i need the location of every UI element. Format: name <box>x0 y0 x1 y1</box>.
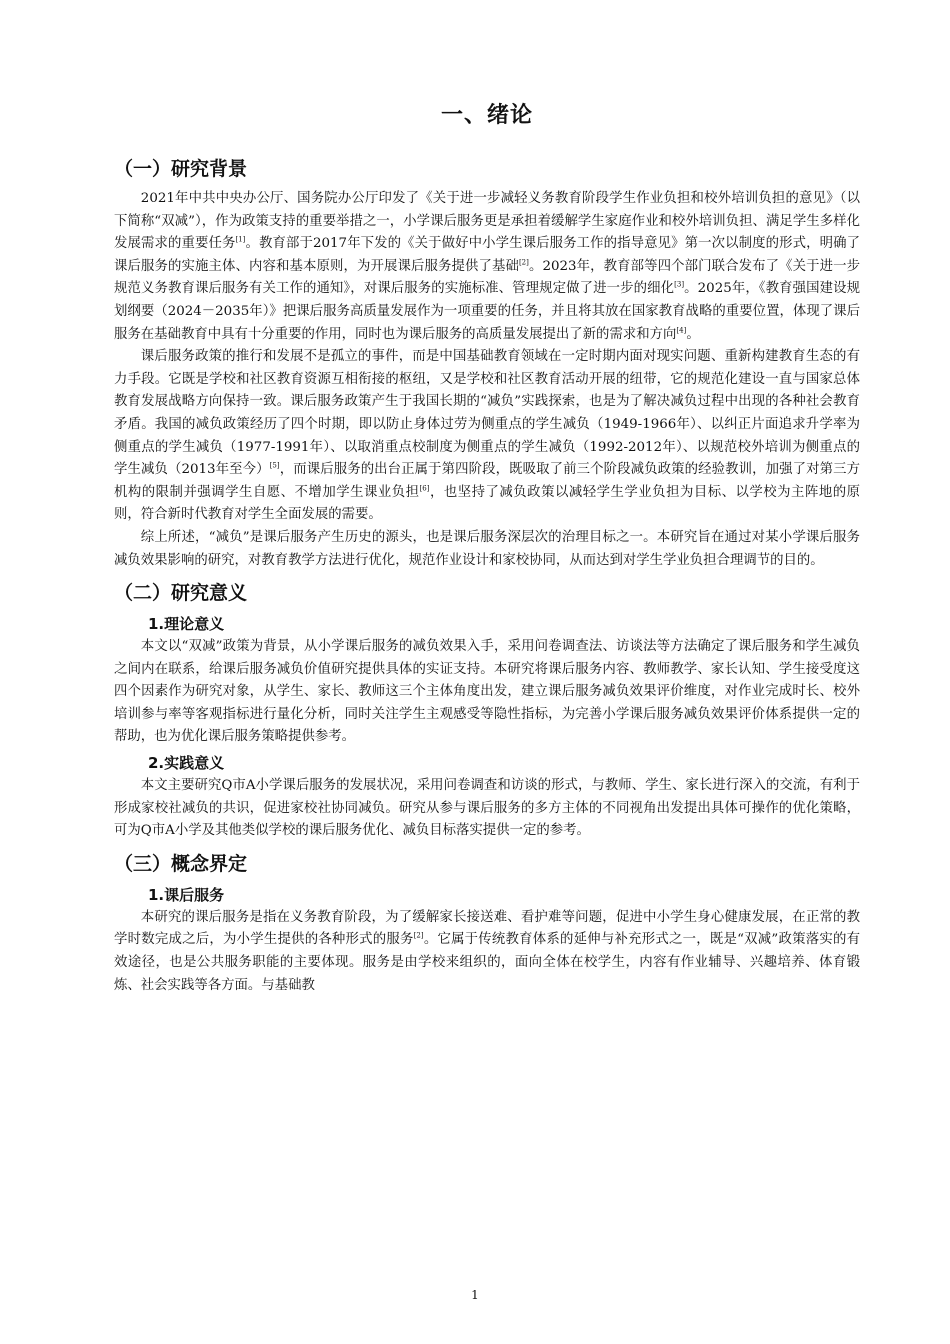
citation-ref: [2] <box>413 931 424 940</box>
citation-ref: [1] <box>235 235 246 244</box>
section-heading-background: （一）研究背景 <box>114 158 248 180</box>
paragraph-practical: 本文主要研究Q市A小学课后服务的发展状况，采用问卷调查和访谈的形式，与教师、学生、家长进行深入的交流，有利于形成家校社减负的共识，促进家校社协同减负。研究从参与课后服务的多方主体的不同视角出发提出具体可操作的优化策略，可为Q市A小学及其他类似学校的课后服务优化、减负目标落实提供一定的参考。 <box>114 778 860 839</box>
paragraph-theoretical: 本文以“双减”政策为背景，从小学课后服务的减负效果入手，采用问卷调查法、访谈法等方法确定了课后服务和学生减负之间内在联系，给课后服务减负价值研究提供具体的实证支持。本研究将课后服务内容、教师教学、家长认知、学生接受度这四个因素作为研究对象，从学生、家长、教师这三个主体角度出发，建立课后服务减负效果评价维度，对作业完成时长、校外培训参与率等客观指标进行量化分析，同时关注学生主观感受等隐性指标，为完善小学课后服务减负效果评价体系提供一定的帮助，也为优化课后服务策略提供参考。 <box>114 639 860 745</box>
subheading-practical: 2.实践意义 <box>148 754 225 773</box>
paragraph-text: 课后服务政策的推行和发展不是孤立的事件，而是中国基础教育领域在一定时期内面对现实问题、重新构建教育生态的有力手段。它既是学校和社区教育资源互相衔接的枢纽，又是学校和社区教育活动开展的纽带，它的规范化建设一直与国家总体教育发展战略方向保持一致。课后服务政策产生于我国长期的“减负”实践探索，也是为了解决减负过程中出现的各种社会教育矛盾。我国的减负政策经历了四个时期，即以防止身体过劳为侧重点的学生减负（1949-1966年）、以纠正片面追求升学率为侧重点的学生减负（1977-1991年）、以取消重点校制度为侧重点的学生减负（1992-2012年）、以规范校外培训为侧重点的学生减负（2013年至今） <box>114 349 860 478</box>
paragraph-text: 。教育部于2017年下发的《关于做好中小学生课后服务工作的指导意见》第一次以制度的形式，明确了课后服务的实施主体、内容和基本原则，为开展课后服务提供了基础 <box>114 236 860 274</box>
page-number: 1 <box>471 1288 479 1302</box>
paragraph-after-school-service <box>114 907 860 997</box>
citation-ref: [2] <box>518 258 529 267</box>
page-content <box>114 96 860 997</box>
chapter-title: 一、绪论 <box>440 103 533 128</box>
citation-ref: [3] <box>674 280 685 289</box>
paragraph-text: 。 <box>686 326 700 342</box>
paragraph-text: 。2025年，《教育强国建设规划纲要（2024－2035年）》把课后服务高质量发展作为一项重要的任务，并且将其放在国家教育战略的重要位置，体现了课后服务在基础教育中具有十分重要的作用，同时也为课后服务的高质量发展提出了新的需求和方向 <box>114 281 861 342</box>
paragraph-text: 。它属于传统教育体系的延伸与补充形式之一，既是“双减”政策落实的有效途径，也是公共服务职能的主要体现。服务是由学校来组织的，面向全体在校学生，内容有作业辅导、兴趣培养、体育锻炼、社会实践等各方面。与基础教 <box>114 932 860 993</box>
paragraph-background-1 <box>114 188 860 346</box>
paragraph-text: ，而课后服务的出台正属于第四阶段，既吸取了前三个阶段减负政策的经验教训，加强了对第三方机构的限制并强调学生自愿、不增加学生课业负担 <box>114 462 861 500</box>
citation-ref: [6] <box>419 484 430 493</box>
paragraph-background-3: 综上所述，“减负”是课后服务产生历史的源头，也是课后服务深层次的治理目标之一。本研究旨在通过对某小学课后服务减负效果影响的研究，对教育教学方法进行优化，规范作业设计和家校协同，从而达到对学生学业负担合理调节的目的。 <box>114 529 860 568</box>
paragraph-text: 本研究的课后服务是指在义务教育阶段，为了缓解家长接送难、看护难等问题，促进中小学生身心健康发展，在正常的教学时数完成之后，为小学生提供的各种形式的服务 <box>114 909 860 948</box>
section-heading-significance: （二）研究意义 <box>114 582 248 605</box>
paragraph-background-2 <box>114 346 860 527</box>
subheading-theoretical: 1.理论意义 <box>148 615 225 634</box>
subheading-after-school-service: 1.课后服务 <box>148 885 225 904</box>
citation-ref: [5] <box>269 461 280 470</box>
paragraph-text: 2021年中共中央办公厅、国务院办公厅印发了《关于进一步减轻义务教育阶段学生作业负担和校外培训负担的意见》（以下简称“双减”），作为政策支持的重要举措之一，小学课后服务更是承担着缓解学生家庭作业和校外培训负担、满足学生多样化发展需求的重要任务 <box>114 191 860 252</box>
paragraph-text: ，也坚持了减负政策以减轻学生学业负担为目标、以学校为主阵地的原则，符合新时代教育对学生全面发展的需要。 <box>114 484 861 523</box>
paragraph-text: 。2023年，教育部等四个部门联合发布了《关于进一步规范义务教育课后服务有关工作的通知》，对课后服务的实施标准、管理规定做了进一步的细化 <box>114 258 860 297</box>
section-heading-concepts: （三）概念界定 <box>114 852 248 875</box>
citation-ref: [4] <box>676 326 687 335</box>
